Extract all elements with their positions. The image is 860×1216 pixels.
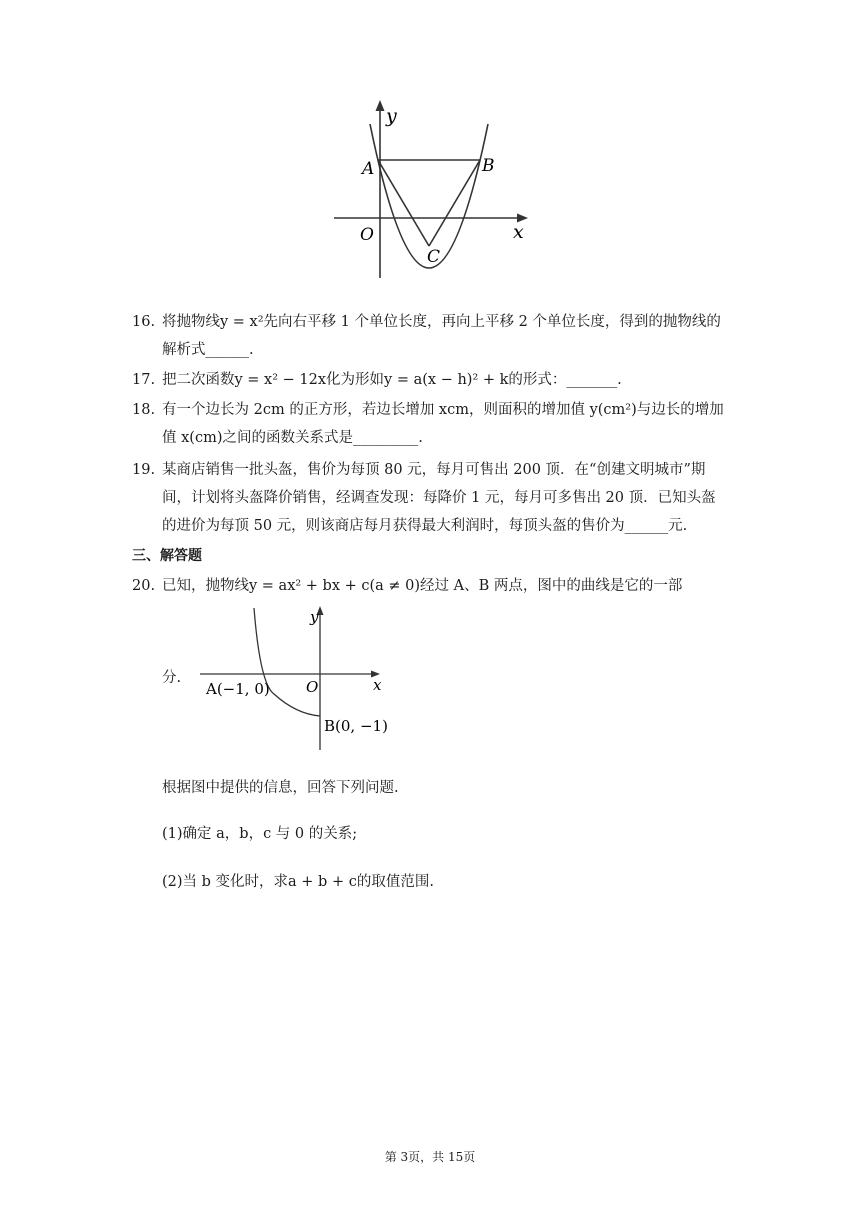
question-text: 有一个边长为 2cm 的正方形，若边长增加 xcm，则面积的增加值 y(cm²)与边长的增加 [162,402,724,418]
origin-label: O [306,678,319,696]
point-b-label: B [482,156,495,176]
question-17 [132,370,622,390]
question-text: 把二次函数y = x² − 12x化为形如y = a(x − h)² + k的形式：_______. [162,372,622,388]
question-16 [132,312,721,332]
question-number: 17. [132,372,156,388]
question-18-line-2: 值 x(cm)之间的函数关系式是_________. [162,430,423,446]
parabola-figure-1 [330,96,540,292]
origin-label: O [360,225,374,245]
parabola-figure-2 [200,604,400,754]
question-number: 20. [132,578,156,594]
y-axis-arrow [376,100,385,111]
question-text: 将抛物线y = x²先向右平移 1 个单位长度，再向上平移 2 个单位长度，得到的抛物线的 [162,314,721,330]
segment-bc [429,160,480,246]
question-20 [132,576,682,596]
question-16-line-2: 解析式______. [162,342,254,358]
question-number: 16. [132,314,156,330]
point-b-label: B(0, −1) [324,717,388,735]
y-axis-label: y [310,608,319,626]
point-a-label: A [362,159,375,179]
question-20-fen: 分. [162,670,182,686]
question-20-part-2: (2)当 b 变化时，求a + b + c的取值范围. [162,874,434,890]
question-19-line-3: 的进价为每顶 50 元，则该商店每月获得最大利润时，每顶头盔的售价为______元. [162,518,688,534]
question-text: 已知，抛物线y = ax² + bx + c(a ≠ 0)经过 A、B 两点，图中的曲线是它的一部 [162,578,683,594]
segment-ac [378,160,429,246]
x-axis-label: x [373,676,382,694]
question-text: 某商店销售一批头盔，售价为每顶 80 元，每月可售出 200 顶．在“创建文明城市”期 [162,462,706,478]
question-20-part-1: (1)确定 a，b，c 与 0 的关系; [162,826,358,842]
y-axis-label: y [386,105,397,127]
question-number: 18. [132,402,156,418]
point-a-label: A(−1, 0) [206,680,270,698]
question-number: 19. [132,462,156,478]
page-footer: 第 3页，共 15页 [384,1150,476,1164]
question-19 [132,460,705,480]
question-18 [132,400,724,420]
section-heading: 三、解答题 [132,548,202,564]
point-c-label: C [427,247,441,267]
question-19-line-2: 间，计划将头盔降价销售，经调查发现：每降价 1 元，每月可多售出 20 顶．已知头盔 [162,490,716,506]
x-axis-label: x [513,221,524,243]
question-20-prompt: 根据图中提供的信息，回答下列问题. [162,780,399,796]
